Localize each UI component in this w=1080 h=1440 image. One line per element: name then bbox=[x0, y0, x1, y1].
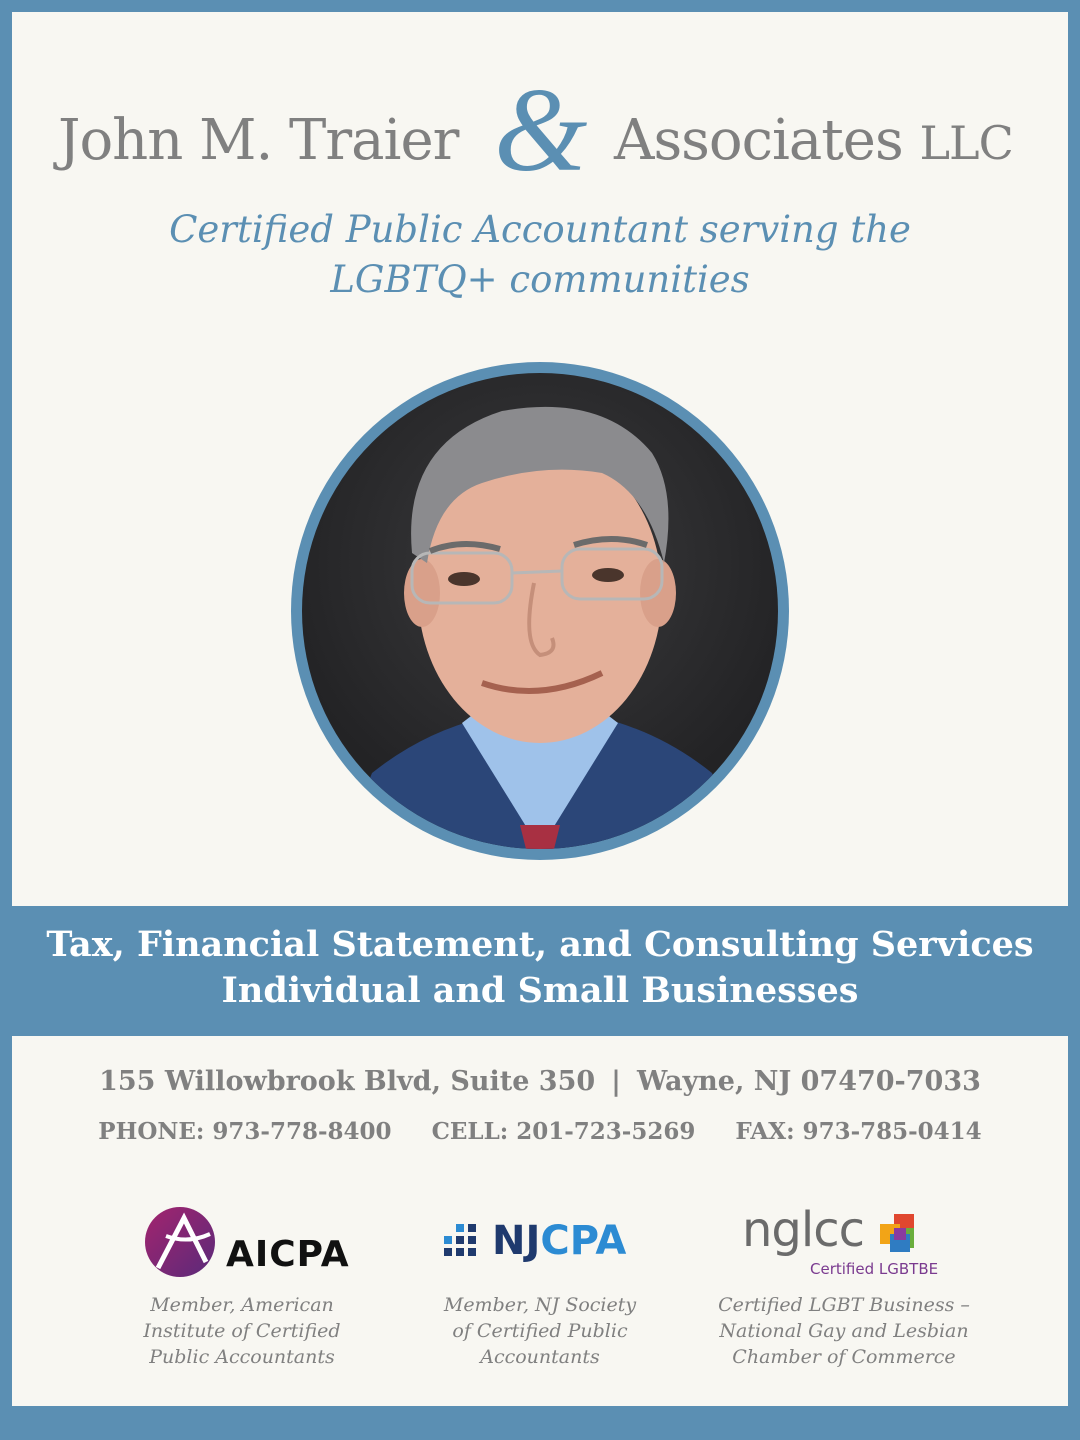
cell-number[interactable]: CELL: 201-723-5269 bbox=[431, 1118, 696, 1145]
contact-numbers bbox=[0, 1118, 1080, 1145]
nglcc-rainbow-icon bbox=[880, 1214, 920, 1254]
tagline bbox=[0, 205, 1080, 305]
services-line-1: Tax, Financial Statement, and Consulting Services bbox=[46, 924, 1034, 965]
nglcc-membership bbox=[694, 1200, 994, 1370]
city-address: Wayne, NJ 07470-7033 bbox=[637, 1066, 981, 1097]
nglcc-certified-label: Certified LGBTBE bbox=[810, 1260, 939, 1278]
njcpa-wordmark-cpa: CPA bbox=[540, 1218, 627, 1264]
nglcc-logo bbox=[694, 1200, 994, 1290]
firm-title bbox=[0, 63, 1080, 198]
portrait-photo bbox=[302, 373, 778, 849]
tagline-line-1: Certified Public Accountant serving the bbox=[169, 208, 911, 251]
njcpa-caption-line-2: of Certified Public bbox=[452, 1320, 628, 1342]
njcpa-wordmark-nj: NJ bbox=[492, 1218, 541, 1264]
aicpa-membership bbox=[92, 1200, 392, 1370]
njcpa-caption bbox=[390, 1292, 690, 1370]
firm-name-right bbox=[614, 108, 1013, 173]
njcpa-wordmark bbox=[492, 1218, 626, 1264]
njcpa-dots-icon bbox=[444, 1224, 484, 1264]
address-line bbox=[0, 1066, 1080, 1097]
njcpa-logo bbox=[390, 1200, 690, 1290]
tagline-line-2: LGBTQ+ communities bbox=[330, 258, 750, 301]
njcpa-membership bbox=[390, 1200, 690, 1370]
aicpa-caption bbox=[92, 1292, 392, 1370]
njcpa-caption-line-3: Accountants bbox=[480, 1346, 600, 1368]
nglcc-caption bbox=[694, 1292, 994, 1370]
aicpa-logo bbox=[92, 1200, 392, 1290]
fax-number: FAX: 973-785-0414 bbox=[735, 1118, 982, 1145]
aicpa-wordmark: AICPA bbox=[226, 1234, 350, 1275]
nglcc-wordmark: nglcc bbox=[742, 1202, 865, 1258]
services-line-2: Individual and Small Businesses bbox=[221, 970, 859, 1011]
firm-name-associates: Associates bbox=[614, 108, 903, 173]
aicpa-caption-line-1: Member, American bbox=[150, 1294, 334, 1316]
aicpa-caption-line-2: Institute of Certified bbox=[143, 1320, 341, 1342]
address-separator: | bbox=[611, 1066, 621, 1097]
nglcc-caption-line-2: National Gay and Lesbian bbox=[719, 1320, 969, 1342]
aicpa-caption-line-3: Public Accountants bbox=[149, 1346, 335, 1368]
njcpa-caption-line-1: Member, NJ Society bbox=[443, 1294, 637, 1316]
firm-name-left: John M. Traier bbox=[58, 108, 459, 173]
nglcc-caption-line-1: Certified LGBT Business – bbox=[718, 1294, 970, 1316]
aicpa-emblem-icon bbox=[144, 1206, 224, 1286]
portrait-illustration bbox=[302, 373, 778, 849]
phone-number[interactable]: PHONE: 973-778-8400 bbox=[98, 1118, 392, 1145]
nglcc-caption-line-3: Chamber of Commerce bbox=[732, 1346, 956, 1368]
ampersand-mark: & bbox=[494, 63, 588, 196]
street-address: 155 Willowbrook Blvd, Suite 350 bbox=[99, 1066, 596, 1097]
services-banner bbox=[0, 922, 1080, 1014]
firm-name-llc: LLC bbox=[919, 116, 1013, 170]
